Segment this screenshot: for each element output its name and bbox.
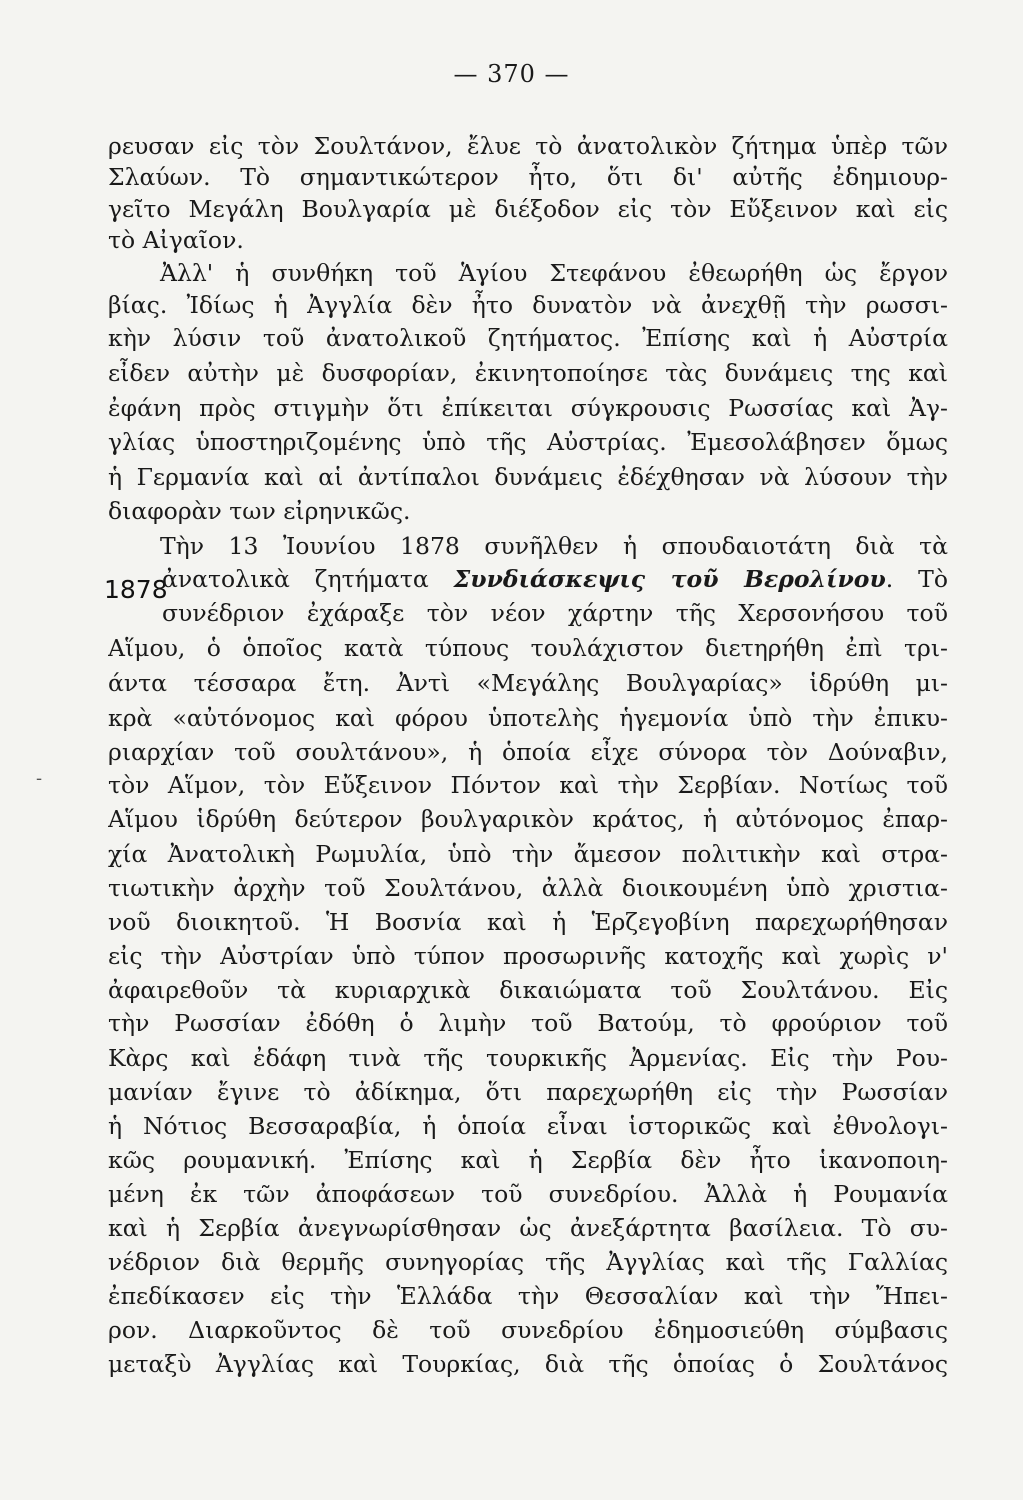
text-line: τὸ Αἰγαῖον. [108,226,244,254]
text-line: ἐπεδίκασεν εἰς τὴν Ἑλλάδα τὴν Θεσσαλίαν καὶ τὴν Ἤπει- [108,1282,948,1310]
text-line: ἡ Γερμανία καὶ αἱ ἀντίπαλοι δυνάμεις ἐδέχθησαν νὰ λύσουν τὴν [108,463,948,491]
text-line: νοῦ διοικητοῦ. Ἡ Βοσνία καὶ ἡ Ἑρζεγοβίνη παρεχωρήθησαν [108,908,948,936]
page-number: — 370 — [453,60,570,88]
text-line: ἡ Νότιος Βεσσαραβία, ἡ ὁποία εἶναι ἱστορικῶς καὶ ἐθνολογι- [108,1112,948,1140]
text-line: διαφορὰν των εἰρηνικῶς. [108,497,411,525]
text-line: εἶδεν αὐτὴν μὲ δυσφορίαν, ἐκινητοποίησε τὰς δυνάμεις της καὶ [108,359,948,387]
text-line: Σλαύων. Τὸ σημαντικώτερον ἦτο, ὅτι δι' αὐτῆς ἐδημιουρ- [108,163,948,191]
text-line: Κὰρς καὶ ἐδάφη τινὰ τῆς τουρκικῆς Ἀρμενίας. Εἰς τὴν Ρου- [108,1044,948,1072]
text-line: ρον. Διαρκοῦντος δὲ τοῦ συνεδρίου ἐδημοσιεύθη σύμβασις [108,1316,948,1344]
text-line: τιωτικὴν ἀρχὴν τοῦ Σουλτάνου, ἀλλὰ διοικουμένη ὑπὸ χριστια- [108,874,948,902]
text-line: ἐφάνη πρὸς στιγμὴν ὅτι ἐπίκειται σύγκρουσις Ρωσσίας καὶ Ἀγ- [108,394,948,422]
text-segment: . Τὸ [885,565,948,593]
text-line: μένη ἐκ τῶν ἀποφάσεων τοῦ συνεδρίου. Ἀλλὰ ἡ Ρουμανία [108,1180,948,1208]
text-line: συνέδριον ἐχάραξε τὸν νέον χάρτην τῆς Χερσονήσου τοῦ [162,599,948,627]
text-line: ἀφαιρεθοῦν τὰ κυριαρχικὰ δικαιώματα τοῦ Σουλτάνου. Εἰς [108,976,948,1004]
text-line-congress [162,563,948,595]
congress-title: Συνδιάσκεψις τοῦ Βερολίνου [453,565,886,593]
text-line: τὴν Ρωσσίαν ἐδόθη ὁ λιμὴν τοῦ Βατούμ, τὸ φρούριον τοῦ [108,1009,948,1037]
text-line: γλίας ὑποστηριζομένης ὑπὸ τῆς Αὐστρίας. Ἐμεσολάβησεν ὅμως [108,428,948,456]
text-line: γεῖτο Μεγάλη Βουλγαρία μὲ διέξοδον εἰς τὸν Εὔξεινον καὶ εἰς [108,195,948,223]
text-line: ριαρχίαν τοῦ σουλτάνου», ἡ ὁποία εἶχε σύνορα τὸν Δούναβιν, [108,738,948,766]
text-line: Ἀλλ' ἡ συνθήκη τοῦ Ἁγίου Στεφάνου ἐθεωρήθη ὡς ἔργον [160,259,948,287]
text-line: τὸν Αἵμον, τὸν Εὔξεινον Πόντον καὶ τὴν Σερβίαν. Νοτίως τοῦ [108,771,948,799]
text-line: Αἵμου, ὁ ὁποῖος κατὰ τύπους τουλάχιστον διετηρήθη ἐπὶ τρι- [108,634,948,662]
margin-mark: - [36,768,43,789]
text-line: νέδριον διὰ θερμῆς συνηγορίας τῆς Ἀγγλίας καὶ τῆς Γαλλίας [108,1248,948,1276]
text-line: μεταξὺ Ἀγγλίας καὶ Τουρκίας, διὰ τῆς ὁποίας ὁ Σουλτάνος [108,1350,948,1378]
text-line: κὴν λύσιν τοῦ ἀνατολικοῦ ζητήματος. Ἐπίσης καὶ ἡ Αὐστρία [108,324,948,352]
margin-year-note: 1878 [104,575,168,604]
text-line: άντα τέσσαρα ἔτη. Ἀντὶ «Μεγάλης Βουλγαρίας» ἱδρύθη μι- [108,669,948,697]
text-line: κῶς ρουμανική. Ἐπίσης καὶ ἡ Σερβία δὲν ἦτο ἱκανοποιη- [108,1146,948,1174]
text-line: χία Ἀνατολικὴ Ρωμυλία, ὑπὸ τὴν ἄμεσον πολιτικὴν καὶ στρα- [108,840,948,868]
text-line: Αἵμου ἱδρύθη δεύτερον βουλγαρικὸν κράτος, ἡ αὐτόνομος ἐπαρ- [108,805,948,833]
text-line: εἰς τὴν Αὐστρίαν ὑπὸ τύπον προσωρινῆς κατοχῆς καὶ χωρὶς ν' [108,942,948,970]
text-segment: ἀνατολικὰ ζητήματα [162,565,429,593]
text-line: μανίαν ἔγινε τὸ ἀδίκημα, ὅτι παρεχωρήθη εἰς τὴν Ρωσσίαν [108,1078,948,1106]
text-line: καὶ ἡ Σερβία ἀνεγνωρίσθησαν ὡς ἀνεξάρτητα βασίλεια. Τὸ συ- [108,1214,948,1242]
text-line: ρευσαν εἰς τὸν Σουλτάνον, ἔλυε τὸ ἀνατολικὸν ζήτημα ὑπὲρ τῶν [108,132,948,160]
text-line: Τὴν 13 Ἰουνίου 1878 συνῆλθεν ἡ σπουδαιοτάτη διὰ τὰ [160,532,948,560]
text-line: κρὰ «αὐτόνομος καὶ φόρου ὑποτελὴς ἡγεμονία ὑπὸ τὴν ἐπικυ- [108,704,948,732]
text-line: βίας. Ἰδίως ἡ Ἀγγλία δὲν ἦτο δυνατὸν νὰ ἀνεχθῇ τὴν ρωσσι- [108,291,948,319]
text-line [108,1382,948,1414]
